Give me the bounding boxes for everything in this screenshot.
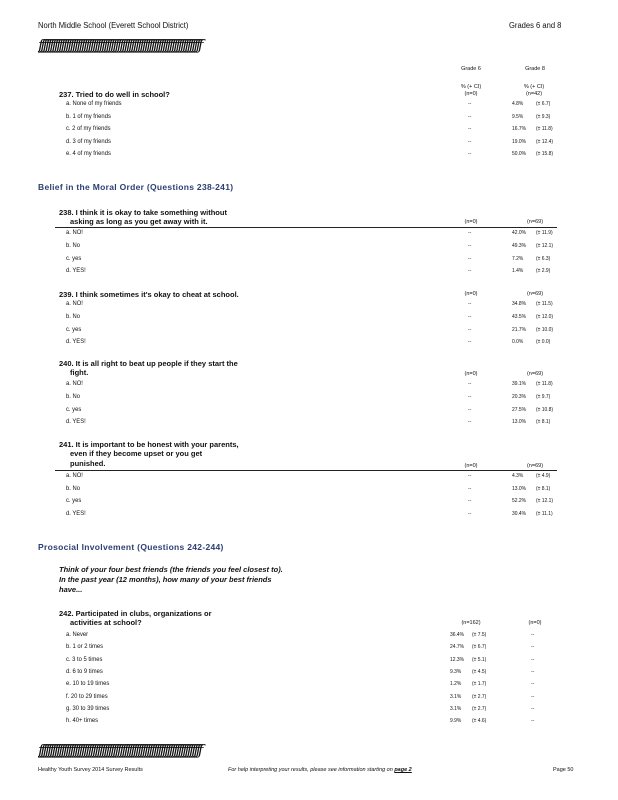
grade8-value: 20.3% <box>512 393 527 400</box>
grade8-ci: (± 6.7) <box>536 101 551 107</box>
option-label: c. 2 of my friends <box>66 125 111 132</box>
option-label: a. NO! <box>66 300 83 307</box>
grade6-value: -- <box>468 242 472 249</box>
grade6-ci: (± 5.1) <box>472 656 487 663</box>
option-label: c. yes <box>66 497 82 505</box>
grade8-ci: (± 11.8) <box>536 126 553 132</box>
q238-divider <box>55 227 557 228</box>
grade8-ci: (± 8.1) <box>536 485 551 492</box>
grade6-value: -- <box>468 498 472 505</box>
option-label: d. YES! <box>66 418 86 426</box>
grade6-value: -- <box>468 301 472 307</box>
q238-grade8-n: (n=69) <box>526 219 544 225</box>
grade8-value: 27.5% <box>512 406 527 413</box>
footer-help: For help interpreting your results, please see information starting on page 2 <box>228 767 412 773</box>
option-label: e. 4 of my friends <box>66 150 111 157</box>
grade6-value: -- <box>468 419 472 426</box>
grade6-value: -- <box>468 381 472 387</box>
grade8-ci: (± 9.7) <box>536 393 551 400</box>
q241-divider <box>55 470 557 471</box>
grade6-value: -- <box>468 485 472 492</box>
grade6-value: -- <box>468 473 472 479</box>
option-label: d. YES! <box>66 509 86 517</box>
grade8-value: -- <box>531 656 535 663</box>
grade6-value: -- <box>468 313 472 320</box>
grade8-value: 13.0% <box>512 419 527 426</box>
option-label: d. 6 to 9 times <box>66 667 103 675</box>
grade6-value: 36.4% <box>450 632 465 638</box>
q240-question: 240. It is all right to beat up people if they start the fight. <box>59 359 238 378</box>
grade8-ci: (± 11.5) <box>536 301 553 307</box>
footer-page-number: Page 50 <box>553 767 574 773</box>
q242-grade8-n: (n=0) <box>528 620 542 626</box>
grade8-ci: (± 0.0) <box>536 339 551 346</box>
option-label: h. 40+ times <box>66 717 99 725</box>
grade8-value: 19.0% <box>512 138 527 145</box>
option-label: d. 3 of my friends <box>66 137 111 145</box>
grade6-value: -- <box>468 255 472 262</box>
option-label: b. 1 of my friends <box>66 112 111 120</box>
grade8-value: -- <box>531 668 535 675</box>
grade8-value: 0.0% <box>512 339 524 346</box>
grade6-value: -- <box>468 326 472 333</box>
option-label: a. NO! <box>66 380 83 387</box>
grades-label: Grades 6 and 8 <box>509 21 562 30</box>
grade8-value: 16.7% <box>512 126 527 132</box>
q238-grade6-n: (n=0) <box>464 219 478 225</box>
q242-question: 242. Participated in clubs, organizations or activities at school? <box>59 609 212 628</box>
option-label: d. YES! <box>66 267 86 275</box>
grade6-value: -- <box>468 101 472 107</box>
option-label: e. 10 to 19 times <box>66 680 110 688</box>
q241-grade8-n: (n=69) <box>526 463 544 469</box>
q242-grade6-n: (n=162) <box>461 620 481 626</box>
q239-grade6-n: (n=0) <box>464 291 478 297</box>
decorative-rule-top: ƒƒƒƒƒƒƒƒƒƒƒƒƒƒƒƒƒƒƒƒƒƒƒƒƒƒƒƒƒƒƒƒƒƒƒƒƒƒƒƒƒƒƒƒƒƒƒƒƒƒƒƒƒƒƒƒƒƒƒƒƒƒƒƒƒƒƒƒƒƒƒƒ <box>38 38 201 53</box>
grade8-value: 42.0% <box>512 230 527 236</box>
grade8-ci: (± 10.8) <box>536 406 554 413</box>
grade8-value: 52.2% <box>512 498 527 505</box>
option-label: c. yes <box>66 405 82 413</box>
grade6-ci: (± 2.7) <box>472 705 487 712</box>
option-label: c. 3 to 5 times <box>66 655 103 663</box>
q237-question: 237. Tried to do well in school? <box>59 90 170 99</box>
option-label: b. No <box>66 312 80 320</box>
option-label: b. No <box>66 484 80 492</box>
grade6-value: 24.7% <box>450 644 465 651</box>
grade8-ci: (± 12.1) <box>536 242 554 249</box>
grade8-value: 13.0% <box>512 485 527 492</box>
q237-grade8-n: (n=42) <box>525 90 543 97</box>
decorative-rule-bottom: ƒƒƒƒƒƒƒƒƒƒƒƒƒƒƒƒƒƒƒƒƒƒƒƒƒƒƒƒƒƒƒƒƒƒƒƒƒƒƒƒƒƒƒƒƒƒƒƒƒƒƒƒƒƒƒƒƒƒƒƒƒƒƒƒƒƒƒƒƒƒƒƒ <box>38 743 201 758</box>
grade8-ci: (± 4.9) <box>536 473 551 479</box>
option-label: a. Never <box>66 631 89 638</box>
grade6-value: 3.1% <box>450 705 462 712</box>
grade8-value: -- <box>531 644 535 651</box>
grade6-value: 1.2% <box>450 681 462 688</box>
grade6-value: -- <box>468 113 472 120</box>
grade8-value: 21.7% <box>512 326 527 333</box>
grade6-pct-ci-header: % (+ CI) (n=0) <box>460 84 482 97</box>
grade6-value: -- <box>468 510 472 517</box>
grade6-ci: (± 7.5) <box>472 632 487 638</box>
q241-grade6-n: (n=0) <box>464 463 478 469</box>
grade6-value: -- <box>468 406 472 413</box>
grade6-value: -- <box>468 268 472 275</box>
grade8-ci: (± 2.9) <box>536 268 551 275</box>
option-label: c. yes <box>66 325 82 333</box>
grade8-value: -- <box>531 693 535 700</box>
grade6-ci: (± 6.7) <box>472 644 487 651</box>
grade8-value: 50.0% <box>512 151 527 157</box>
grade8-value: 49.3% <box>512 242 527 249</box>
grade8-ci: (± 11.8) <box>536 381 553 387</box>
q239-grade8-n: (n=69) <box>526 291 544 297</box>
grade8-header: Grade 8 <box>525 66 545 72</box>
q238-question: 238. I think it is okay to take something without asking as long as you get away with it. <box>59 208 227 227</box>
grade6-value: -- <box>468 138 472 145</box>
grade8-ci: (± 6.3) <box>536 255 551 262</box>
grade8-value: 9.5% <box>512 113 524 120</box>
grade8-ci: (± 12.0) <box>536 313 554 320</box>
friends-intro: Think of your four best friends (the friends you feel closest to). In the past year (12 months), how many of your best friends have... <box>59 565 283 594</box>
grade6-ci: (± 4.5) <box>472 668 487 675</box>
grade6-value: -- <box>468 151 472 157</box>
grade8-value: 30.4% <box>512 510 527 517</box>
option-label: c. yes <box>66 254 82 262</box>
grade8-ci: (± 11.9) <box>536 230 553 236</box>
grade6-ci: (± 4.6) <box>472 718 487 725</box>
grade8-ci: (± 9.3) <box>536 113 551 120</box>
option-label: a. None of my friends <box>66 100 122 107</box>
q240-grade6-n: (n=0) <box>464 371 478 377</box>
option-label: b. 1 or 2 times <box>66 643 104 651</box>
grade8-ci: (± 10.0) <box>536 326 554 333</box>
option-label: g. 30 to 39 times <box>66 704 110 712</box>
option-label: b. No <box>66 392 80 400</box>
grade8-value: 7.2% <box>512 255 524 262</box>
grade8-ci: (± 8.1) <box>536 419 551 426</box>
grade6-value: -- <box>468 126 472 132</box>
grade8-value: 34.8% <box>512 301 527 307</box>
grade8-ci: (± 11.1) <box>536 510 553 517</box>
grade8-ci: (± 12.1) <box>536 498 554 505</box>
grade8-value: 39.1% <box>512 381 527 387</box>
q239-question: 239. I think sometimes it's okay to cheat at school. <box>59 290 239 299</box>
grade8-ci: (± 12.4) <box>536 138 554 145</box>
grade8-value: 1.4% <box>512 268 524 275</box>
section-title-moral-order: Belief in the Moral Order (Questions 238-241) <box>38 182 234 192</box>
grade8-value: -- <box>531 681 535 688</box>
grade8-value: 43.5% <box>512 313 527 320</box>
grade8-ci: (± 15.8) <box>536 151 554 157</box>
grade8-pct-ci-header: % (+ CI) (n=42) <box>523 84 545 97</box>
grade8-value: -- <box>531 718 535 725</box>
grade6-value: -- <box>468 339 472 346</box>
option-label: b. No <box>66 241 80 249</box>
q240-grade8-n: (n=69) <box>526 371 544 377</box>
q241-question: 241. It is important to be honest with your parents, even if they become upset or you get punished. <box>59 440 239 468</box>
option-label: d. YES! <box>66 338 86 346</box>
grade6-ci: (± 2.7) <box>472 693 487 700</box>
grade6-value: 9.9% <box>450 718 462 725</box>
q237-grade6-n: (n=0) <box>464 90 478 97</box>
grade6-value: 12.3% <box>450 656 465 663</box>
grade8-value: -- <box>531 705 535 712</box>
school-title: North Middle School (Everett School District) <box>38 21 189 30</box>
grade6-ci: (± 1.7) <box>472 681 487 688</box>
section-title-prosocial: Prosocial Involvement (Questions 242-244) <box>38 542 224 552</box>
option-label: f. 20 to 29 times <box>66 692 108 700</box>
option-label: a. NO! <box>66 229 83 236</box>
grade6-header: Grade 6 <box>461 66 481 72</box>
grade6-value: -- <box>468 393 472 400</box>
grade8-value: 4.3% <box>512 473 524 479</box>
grade6-value: 3.1% <box>450 693 462 700</box>
footer-source: Healthy Youth Survey 2014 Survey Results <box>38 767 143 773</box>
grade6-value: 9.3% <box>450 668 462 675</box>
grade8-value: -- <box>531 632 535 638</box>
footer-page-link[interactable]: page 2 <box>394 767 412 773</box>
grade6-value: -- <box>468 230 472 236</box>
option-label: a. NO! <box>66 472 83 479</box>
grade8-value: 4.8% <box>512 101 524 107</box>
